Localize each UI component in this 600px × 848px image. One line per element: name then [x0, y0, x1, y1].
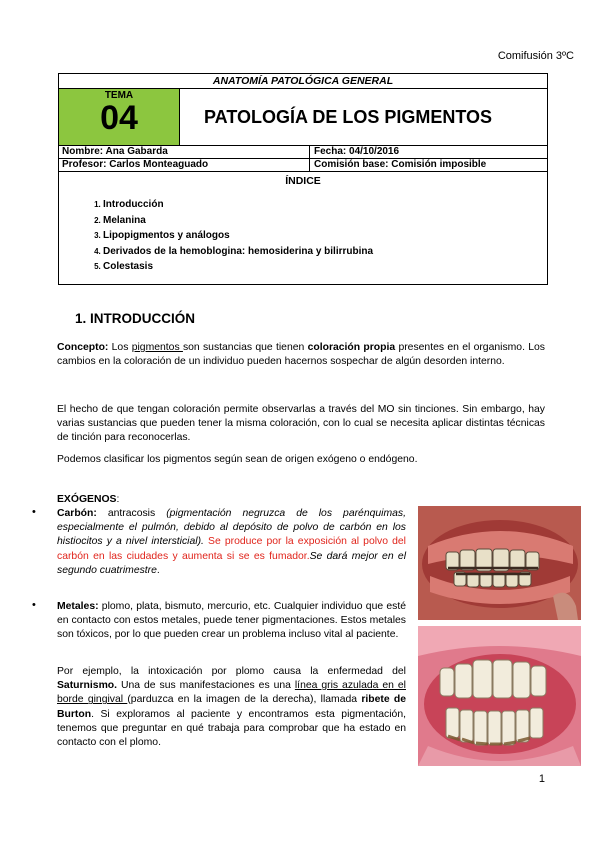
text-bold: coloración propia	[307, 342, 396, 353]
exogenos-label: EXÓGENOS	[57, 494, 117, 505]
text: :	[116, 494, 120, 505]
text: Los	[108, 342, 132, 353]
photo-burton-line-teeth	[418, 626, 581, 766]
text: (parduzca en la imagen de la derecha), llamada	[127, 694, 362, 706]
topic-title: PATOLOGÍA DE LOS PIGMENTOS	[204, 106, 493, 127]
text-bold: ribete de Burton	[57, 694, 406, 720]
text-underlined: pigmentos	[131, 342, 183, 353]
header-main	[59, 89, 547, 146]
tema-box	[59, 89, 180, 145]
teeth-photo-2	[418, 626, 581, 766]
index-title: ÍNDICE	[285, 175, 321, 187]
tema-number: 04	[100, 99, 138, 137]
metales-label: Metales:	[57, 601, 99, 612]
text: son sustancias que tienen	[182, 342, 308, 353]
date: Fecha: 04/10/2016	[314, 146, 400, 157]
plomo-paragraph	[57, 665, 406, 750]
text-italic: (pigmentación negruzca de los parénquimas, especialmente el pulmón, debido al depósito de polvo de carbón en los histiocitos y a nivel intersticial).	[57, 508, 406, 548]
bullet: •	[32, 506, 36, 518]
metales-paragraph	[57, 600, 406, 643]
concepto-paragraph	[57, 341, 545, 369]
index-item: 4. Derivados de la hemoblogina: hemosiderina y bilirrubina	[103, 244, 547, 260]
index-item: 2. Melanina	[103, 213, 547, 229]
text: antracosis	[96, 508, 167, 519]
text: plomo, plata, bismuto, mercurio, etc. Cualquier individuo que esté en contacto con estos metales, puede tener pigmentaciones. Estos metales son tóxicos, por lo que pueden crear un problema incluso vital al paciente.	[57, 601, 406, 641]
paragraph: El hecho de que tengan coloración permite observarlas a través del MO sin tinciones. Sin embargo, hay varias sustancias que pueden tener la misma coloración, con lo cual se necesita aplicar distintas técnicas de tinción para reconocerlas.	[57, 404, 545, 444]
concepto-label: Concepto:	[57, 342, 109, 353]
header-row-2	[59, 159, 547, 171]
photo-anthracosis-teeth	[418, 506, 581, 620]
index-item: 3. Lipopigmentos y análogos	[103, 228, 547, 244]
text-bold: Saturnismo.	[57, 680, 118, 692]
commission: Comisión base: Comisión imposible	[314, 159, 487, 170]
course-label: Comifusión 3ºC	[497, 50, 574, 62]
page-number: 1	[538, 773, 545, 785]
text: Por ejemplo, la intoxicación por plomo causa la enfermedad del	[57, 666, 406, 677]
carbon-paragraph	[57, 507, 406, 578]
header-row-1	[59, 146, 547, 159]
text: . Si exploramos al paciente y encontramos esta pigmentación, tenemos que preguntar en qué trabaja para comprobar que ha estado en contacto con el plomo.	[57, 708, 406, 749]
index-item: 5. Colestasis	[103, 259, 547, 275]
subject-title: ANATOMÍA PATOLÓGICA GENERAL	[59, 74, 547, 89]
index-item: 1. Introducción	[103, 197, 547, 213]
professor: Profesor: Carlos Monteaguado	[59, 159, 310, 171]
author-name: Nombre: Ana Gabarda	[59, 146, 310, 158]
document-header	[58, 73, 548, 172]
index-box	[58, 171, 548, 285]
carbon-label: Carbón:	[57, 508, 97, 519]
tema-label: TEMA	[104, 90, 134, 101]
text: .	[156, 564, 160, 576]
text: Una de sus manifestaciones es una	[117, 680, 295, 692]
bullet: •	[32, 599, 36, 611]
teeth-photo-1	[418, 506, 581, 620]
index-list	[59, 197, 547, 275]
text-red: Se produce por la exposición al polvo del carbón en las ciudades y aumenta si se es fumador.	[57, 536, 406, 562]
paragraph: Podemos clasificar los pigmentos según sean de origen exógeno o endógeno.	[57, 454, 418, 465]
text-underlined: línea gris azulada en el borde gingival	[57, 680, 406, 706]
text: presentes en el organismo. Los cambios en la coloración de un individuo pueden hacernos sospechar de algún desorden interno.	[57, 342, 546, 368]
text-italic: Se dará mejor en el segundo cuatrimestre	[57, 550, 406, 576]
section-heading: 1. INTRODUCCIÓN	[75, 311, 196, 326]
